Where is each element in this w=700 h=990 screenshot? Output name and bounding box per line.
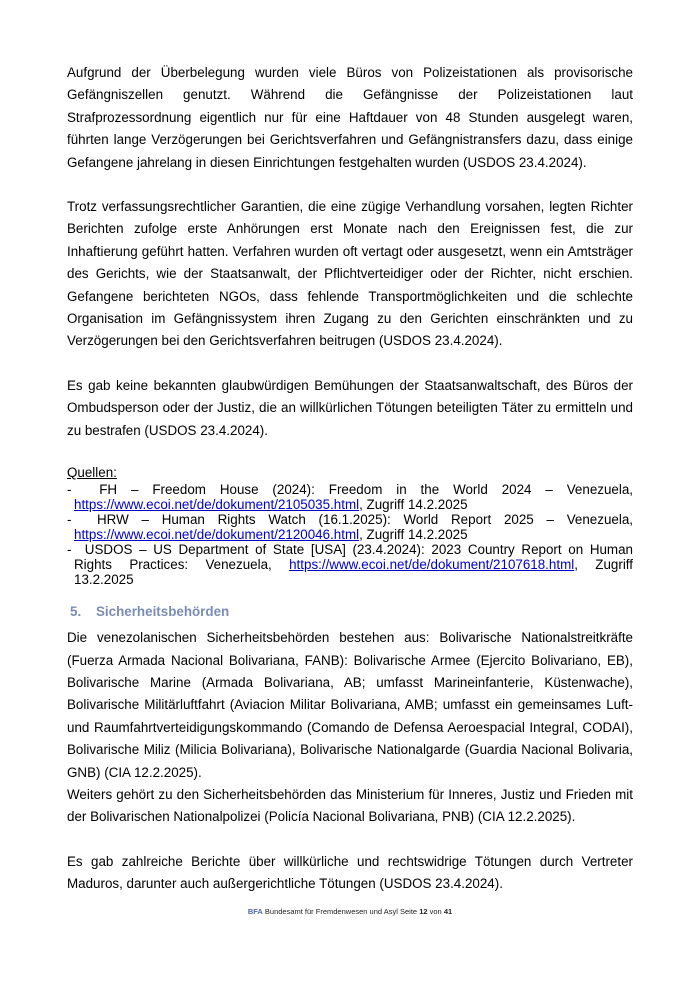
footer-org: Bundesamt für Fremdenwesen und Asyl — [264, 907, 398, 916]
paragraph-no-prosecution: Es gab keine bekannten glaubwürdigen Bemühungen der Staatsanwaltschaft, des Büros der Ombudsperson oder der Justiz, die an willkürlichen Tötungen beteiligten Täter zu ermitteln und zu bestrafen (USDOS 23.4.2024). — [67, 377, 633, 438]
footer-page-label: Seite — [400, 907, 418, 916]
paragraph-unlawful-killings: Es gab zahlreiche Berichte über willkürliche und rechtswidrige Tötungen durch Vertreter Maduros, darunter auch außergerichtliche Tötungen (USDOS 23.4.2024). — [67, 853, 633, 892]
document-body — [67, 62, 633, 896]
sources-list — [67, 482, 633, 587]
source-item: - HRW – Human Rights Watch (16.1.2025): World Report 2025 – Venezuela, https://www.ecoi.net/de/dokument/2120046.html, Zugriff 14.2.2025 — [67, 512, 633, 543]
source-item: - FH – Freedom House (2024): Freedom in the World 2024 – Venezuela, https://www.ecoi.net/de/dokument/2105035.html, Zugriff 14.2.2025 — [67, 482, 633, 513]
page-footer — [0, 907, 700, 916]
paragraph-security-forces: Die venezolanischen Sicherheitsbehörden bestehen aus: Bolivarische Nationalstreitkräfte (Fuerza Armada Nacional Bolivariana, FANB): Bolivarische Armee (Ejercito Bolivariano, EB), Bolivarische Marine (Armada Bolivariana, AB; umfasst Marineinfanterie, Küstenwache), Bolivarische Militärluftfahrt (Aviacion Militar Bolivariana, AMB; umfasst ein gemeinsames Luft- und Raumfahrtverteidigungskommando (Comando de Defensa Aeroespacial Integral, CODAI), Bolivarische Miliz (Milicia Bolivariana), Bolivarische Nationalgarde (Guardia Nacional Bolivaria, GNB) (CIA 12.2.2025). — [67, 630, 633, 780]
footer-of-label: von — [429, 907, 442, 916]
section-title: Sicherheitsbehörden — [96, 604, 230, 620]
source-link[interactable]: https://www.ecoi.net/de/dokument/2105035.html — [74, 497, 360, 513]
footer-page-number: 12 — [419, 907, 428, 916]
footer-page-total: 41 — [443, 907, 453, 916]
section-heading — [67, 603, 633, 621]
source-link[interactable]: https://www.ecoi.net/de/dokument/2107618.html — [289, 557, 575, 573]
source-item: - USDOS – US Department of State [USA] (23.4.2024): 2023 Country Report on Human Rights Practices: Venezuela, https://www.ecoi.net/de/dokument/2107618.html, Zugriff 13.2.2025 — [67, 542, 633, 588]
sources-heading: Quellen: — [67, 465, 117, 481]
source-link[interactable]: https://www.ecoi.net/de/dokument/2120046.html — [74, 527, 360, 543]
section-number: 5. — [70, 604, 82, 620]
paragraph-trial-delays: Trotz verfassungsrechtlicher Garantien, die eine zügige Verhandlung vorsahen, legten Richter Berichten zufolge erste Anhörungen erst Monate nach den Ereignissen fest, die zur Inhaftierung geführt hatten. Verfahren wurden oft vertagt oder ausgesetzt, wenn ein Amtsträger des Gerichts, wie der Staatsanwalt, der Pflichtverteidiger oder der Richter, nicht erschien. Gefangene berichteten NGOs, dass fehlende Transportmöglichkeiten und die schlechte Organisation im Gefängnissystem ihren Zugang zu den Gerichten einschränkten und zu Verzögerungen bei den Gerichtsverfahren beitrugen (USDOS 23.4.2024). — [67, 199, 633, 349]
paragraph-prison-overcrowding: Aufgrund der Überbelegung wurden viele Büros von Polizeistationen als provisorische Gefängniszellen genutzt. Während die Gefängnisse der Polizeistationen laut Strafprozessordnung eigentlich nur für eine Haftdauer von 48 Stunden ausgelegt waren, führten lange Verzögerungen bei Gerichtsverfahren und Gefängnistransfers dazu, dass einige Gefangene jahrelang in diesen Einrichtungen festgehalten wurden (USDOS 23.4.2024). — [67, 65, 633, 170]
bfa-logo: BFA — [247, 907, 263, 916]
paragraph-interior-ministry: Weiters gehört zu den Sicherheitsbehörden das Ministerium für Inneres, Justiz und Frieden mit der Bolivarischen Nationalpolizei (Policía Nacional Bolivariana, PNB) (CIA 12.2.2025). — [67, 786, 633, 825]
